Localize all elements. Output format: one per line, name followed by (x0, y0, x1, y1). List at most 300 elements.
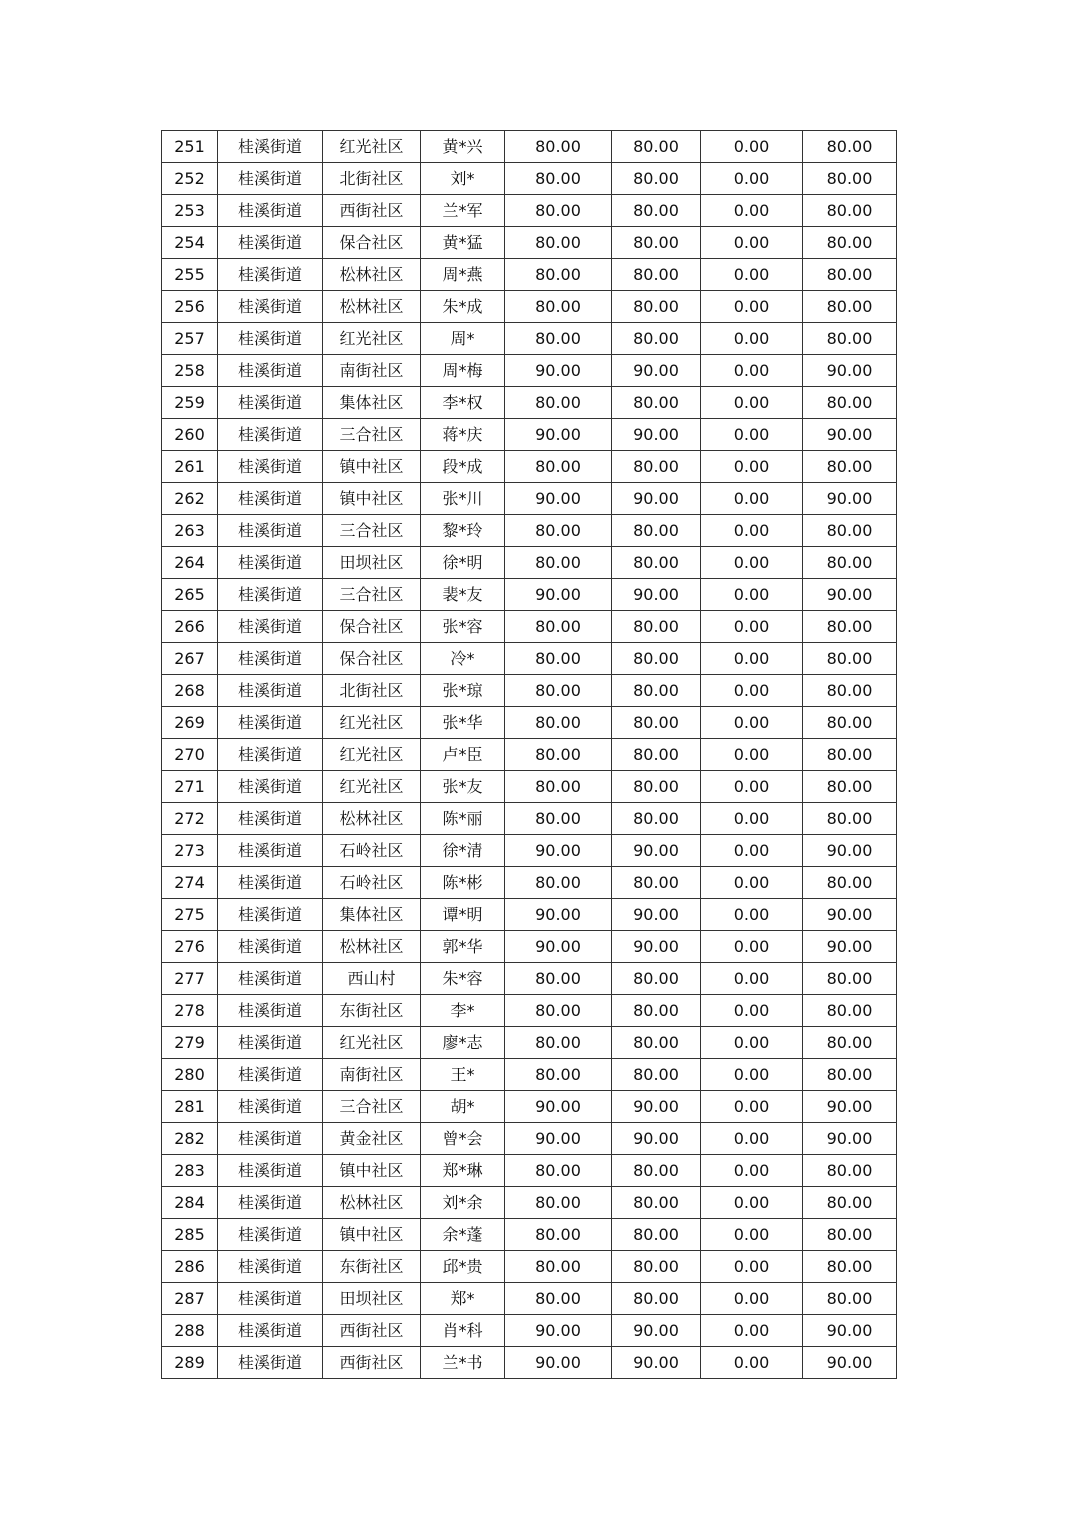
row-number-cell: 266 (162, 611, 218, 643)
community-cell: 保合社区 (323, 643, 421, 675)
amount-cell-3: 0.00 (701, 931, 803, 963)
table-row (162, 259, 897, 291)
amount-cell-2: 80.00 (612, 195, 701, 227)
community-cell: 红光社区 (323, 323, 421, 355)
street-cell: 桂溪街道 (218, 771, 323, 803)
name-cell: 张*容 (421, 611, 505, 643)
name-cell: 周* (421, 323, 505, 355)
community-cell: 黄金社区 (323, 1123, 421, 1155)
row-number-cell: 257 (162, 323, 218, 355)
street-cell: 桂溪街道 (218, 1027, 323, 1059)
amount-cell-1: 80.00 (505, 643, 612, 675)
amount-cell-2: 80.00 (612, 1187, 701, 1219)
name-cell: 胡* (421, 1091, 505, 1123)
table-row (162, 387, 897, 419)
table-row (162, 1315, 897, 1347)
community-cell: 红光社区 (323, 1027, 421, 1059)
amount-cell-1: 80.00 (505, 1251, 612, 1283)
street-cell: 桂溪街道 (218, 1251, 323, 1283)
amount-cell-4: 80.00 (803, 1251, 897, 1283)
street-cell: 桂溪街道 (218, 931, 323, 963)
community-cell: 西街社区 (323, 195, 421, 227)
community-cell: 松林社区 (323, 259, 421, 291)
amount-cell-3: 0.00 (701, 291, 803, 323)
amount-cell-4: 80.00 (803, 1027, 897, 1059)
row-number-cell: 255 (162, 259, 218, 291)
amount-cell-2: 80.00 (612, 771, 701, 803)
street-cell: 桂溪街道 (218, 643, 323, 675)
name-cell: 兰*军 (421, 195, 505, 227)
table-row (162, 835, 897, 867)
amount-cell-2: 90.00 (612, 1315, 701, 1347)
row-number-cell: 274 (162, 867, 218, 899)
table-row (162, 1091, 897, 1123)
amount-cell-2: 80.00 (612, 451, 701, 483)
table-row (162, 483, 897, 515)
table-row (162, 1123, 897, 1155)
amount-cell-2: 80.00 (612, 515, 701, 547)
amount-cell-3: 0.00 (701, 259, 803, 291)
name-cell: 王* (421, 1059, 505, 1091)
street-cell: 桂溪街道 (218, 1347, 323, 1379)
amount-cell-4: 90.00 (803, 355, 897, 387)
amount-cell-2: 80.00 (612, 163, 701, 195)
row-number-cell: 263 (162, 515, 218, 547)
name-cell: 张*琼 (421, 675, 505, 707)
amount-cell-2: 80.00 (612, 1219, 701, 1251)
name-cell: 谭*明 (421, 899, 505, 931)
amount-cell-2: 90.00 (612, 835, 701, 867)
table-row (162, 515, 897, 547)
amount-cell-4: 80.00 (803, 707, 897, 739)
community-cell: 北街社区 (323, 675, 421, 707)
amount-cell-4: 90.00 (803, 1123, 897, 1155)
amount-cell-2: 90.00 (612, 483, 701, 515)
row-number-cell: 260 (162, 419, 218, 451)
row-number-cell: 281 (162, 1091, 218, 1123)
amount-cell-4: 80.00 (803, 1187, 897, 1219)
name-cell: 徐*明 (421, 547, 505, 579)
table-row (162, 1155, 897, 1187)
amount-cell-2: 80.00 (612, 131, 701, 163)
table-row (162, 995, 897, 1027)
community-cell: 三合社区 (323, 1091, 421, 1123)
amount-cell-1: 80.00 (505, 675, 612, 707)
street-cell: 桂溪街道 (218, 707, 323, 739)
amount-cell-4: 90.00 (803, 899, 897, 931)
row-number-cell: 279 (162, 1027, 218, 1059)
amount-cell-4: 80.00 (803, 195, 897, 227)
street-cell: 桂溪街道 (218, 547, 323, 579)
name-cell: 黄*猛 (421, 227, 505, 259)
community-cell: 红光社区 (323, 739, 421, 771)
street-cell: 桂溪街道 (218, 355, 323, 387)
community-cell: 田坝社区 (323, 1283, 421, 1315)
table-row (162, 675, 897, 707)
amount-cell-2: 80.00 (612, 707, 701, 739)
street-cell: 桂溪街道 (218, 1059, 323, 1091)
amount-cell-1: 90.00 (505, 419, 612, 451)
table-row (162, 355, 897, 387)
community-cell: 集体社区 (323, 899, 421, 931)
amount-cell-4: 80.00 (803, 1155, 897, 1187)
amount-cell-4: 90.00 (803, 483, 897, 515)
amount-cell-2: 80.00 (612, 259, 701, 291)
amount-cell-1: 80.00 (505, 803, 612, 835)
street-cell: 桂溪街道 (218, 131, 323, 163)
row-number-cell: 261 (162, 451, 218, 483)
amount-cell-1: 80.00 (505, 195, 612, 227)
amount-cell-3: 0.00 (701, 515, 803, 547)
amount-cell-3: 0.00 (701, 483, 803, 515)
amount-cell-3: 0.00 (701, 771, 803, 803)
amount-cell-4: 80.00 (803, 131, 897, 163)
table-row (162, 707, 897, 739)
table-row (162, 803, 897, 835)
name-cell: 廖*志 (421, 1027, 505, 1059)
community-cell: 三合社区 (323, 579, 421, 611)
amount-cell-1: 90.00 (505, 579, 612, 611)
table-row (162, 579, 897, 611)
street-cell: 桂溪街道 (218, 483, 323, 515)
amount-cell-2: 90.00 (612, 899, 701, 931)
name-cell: 郑*琳 (421, 1155, 505, 1187)
name-cell: 周*梅 (421, 355, 505, 387)
amount-cell-4: 80.00 (803, 227, 897, 259)
name-cell: 郑* (421, 1283, 505, 1315)
amount-cell-1: 90.00 (505, 1315, 612, 1347)
community-cell: 三合社区 (323, 515, 421, 547)
name-cell: 冷* (421, 643, 505, 675)
amount-cell-1: 80.00 (505, 1283, 612, 1315)
amount-cell-2: 90.00 (612, 579, 701, 611)
amount-cell-4: 90.00 (803, 835, 897, 867)
street-cell: 桂溪街道 (218, 963, 323, 995)
row-number-cell: 253 (162, 195, 218, 227)
name-cell: 兰*书 (421, 1347, 505, 1379)
amount-cell-4: 80.00 (803, 323, 897, 355)
row-number-cell: 289 (162, 1347, 218, 1379)
street-cell: 桂溪街道 (218, 1315, 323, 1347)
street-cell: 桂溪街道 (218, 387, 323, 419)
amount-cell-2: 80.00 (612, 675, 701, 707)
amount-cell-1: 80.00 (505, 995, 612, 1027)
name-cell: 张*华 (421, 707, 505, 739)
community-cell: 保合社区 (323, 227, 421, 259)
amount-cell-2: 90.00 (612, 419, 701, 451)
amount-cell-3: 0.00 (701, 611, 803, 643)
amount-cell-2: 80.00 (612, 387, 701, 419)
street-cell: 桂溪街道 (218, 1283, 323, 1315)
street-cell: 桂溪街道 (218, 195, 323, 227)
amount-cell-1: 80.00 (505, 163, 612, 195)
amount-cell-3: 0.00 (701, 675, 803, 707)
amount-cell-3: 0.00 (701, 1027, 803, 1059)
amount-cell-2: 80.00 (612, 547, 701, 579)
table-row (162, 1219, 897, 1251)
amount-cell-1: 80.00 (505, 1219, 612, 1251)
name-cell: 徐*清 (421, 835, 505, 867)
amount-cell-2: 80.00 (612, 995, 701, 1027)
amount-cell-4: 80.00 (803, 291, 897, 323)
street-cell: 桂溪街道 (218, 227, 323, 259)
table-row (162, 1027, 897, 1059)
row-number-cell: 285 (162, 1219, 218, 1251)
table-row (162, 131, 897, 163)
row-number-cell: 262 (162, 483, 218, 515)
amount-cell-1: 80.00 (505, 707, 612, 739)
amount-cell-2: 90.00 (612, 1091, 701, 1123)
name-cell: 周*燕 (421, 259, 505, 291)
amount-cell-1: 90.00 (505, 1091, 612, 1123)
table-row (162, 323, 897, 355)
amount-cell-4: 80.00 (803, 963, 897, 995)
amount-cell-3: 0.00 (701, 867, 803, 899)
amount-cell-1: 90.00 (505, 1347, 612, 1379)
amount-cell-3: 0.00 (701, 1219, 803, 1251)
row-number-cell: 276 (162, 931, 218, 963)
amount-cell-3: 0.00 (701, 163, 803, 195)
amount-cell-1: 80.00 (505, 1187, 612, 1219)
table-row (162, 291, 897, 323)
table-row (162, 1347, 897, 1379)
amount-cell-2: 90.00 (612, 1347, 701, 1379)
row-number-cell: 256 (162, 291, 218, 323)
amount-cell-4: 80.00 (803, 259, 897, 291)
street-cell: 桂溪街道 (218, 451, 323, 483)
community-cell: 西街社区 (323, 1347, 421, 1379)
amount-cell-2: 80.00 (612, 867, 701, 899)
amount-cell-3: 0.00 (701, 1315, 803, 1347)
amount-cell-4: 90.00 (803, 419, 897, 451)
amount-cell-1: 80.00 (505, 259, 612, 291)
name-cell: 张*友 (421, 771, 505, 803)
amount-cell-3: 0.00 (701, 579, 803, 611)
street-cell: 桂溪街道 (218, 739, 323, 771)
community-cell: 红光社区 (323, 131, 421, 163)
amount-cell-1: 80.00 (505, 227, 612, 259)
amount-cell-4: 80.00 (803, 451, 897, 483)
amount-cell-4: 80.00 (803, 739, 897, 771)
amount-cell-4: 90.00 (803, 1347, 897, 1379)
amount-cell-3: 0.00 (701, 803, 803, 835)
amount-cell-1: 80.00 (505, 387, 612, 419)
community-cell: 田坝社区 (323, 547, 421, 579)
amount-cell-3: 0.00 (701, 707, 803, 739)
community-cell: 石岭社区 (323, 867, 421, 899)
amount-cell-4: 80.00 (803, 1219, 897, 1251)
amount-cell-4: 80.00 (803, 387, 897, 419)
amount-cell-4: 80.00 (803, 515, 897, 547)
amount-cell-3: 0.00 (701, 419, 803, 451)
community-cell: 三合社区 (323, 419, 421, 451)
name-cell: 段*成 (421, 451, 505, 483)
amount-cell-4: 80.00 (803, 611, 897, 643)
amount-cell-2: 80.00 (612, 1283, 701, 1315)
amount-cell-2: 90.00 (612, 931, 701, 963)
row-number-cell: 280 (162, 1059, 218, 1091)
table-row (162, 963, 897, 995)
table-body (162, 131, 897, 1379)
table-row (162, 1059, 897, 1091)
name-cell: 蒋*庆 (421, 419, 505, 451)
data-table (161, 130, 897, 1379)
amount-cell-2: 80.00 (612, 1027, 701, 1059)
row-number-cell: 267 (162, 643, 218, 675)
row-number-cell: 288 (162, 1315, 218, 1347)
amount-cell-2: 80.00 (612, 963, 701, 995)
community-cell: 红光社区 (323, 707, 421, 739)
amount-cell-3: 0.00 (701, 739, 803, 771)
community-cell: 石岭社区 (323, 835, 421, 867)
amount-cell-3: 0.00 (701, 899, 803, 931)
name-cell: 黄*兴 (421, 131, 505, 163)
row-number-cell: 252 (162, 163, 218, 195)
amount-cell-1: 80.00 (505, 739, 612, 771)
amount-cell-3: 0.00 (701, 1187, 803, 1219)
amount-cell-4: 80.00 (803, 643, 897, 675)
table-row (162, 643, 897, 675)
table-row (162, 227, 897, 259)
amount-cell-1: 90.00 (505, 1123, 612, 1155)
amount-cell-2: 80.00 (612, 1059, 701, 1091)
table-row (162, 739, 897, 771)
amount-cell-4: 90.00 (803, 579, 897, 611)
amount-cell-3: 0.00 (701, 131, 803, 163)
amount-cell-1: 80.00 (505, 323, 612, 355)
street-cell: 桂溪街道 (218, 1187, 323, 1219)
community-cell: 松林社区 (323, 931, 421, 963)
community-cell: 南街社区 (323, 355, 421, 387)
amount-cell-4: 80.00 (803, 163, 897, 195)
row-number-cell: 258 (162, 355, 218, 387)
name-cell: 刘*余 (421, 1187, 505, 1219)
community-cell: 松林社区 (323, 1187, 421, 1219)
community-cell: 保合社区 (323, 611, 421, 643)
amount-cell-2: 80.00 (612, 1251, 701, 1283)
amount-cell-3: 0.00 (701, 1155, 803, 1187)
amount-cell-3: 0.00 (701, 355, 803, 387)
name-cell: 陈*彬 (421, 867, 505, 899)
amount-cell-1: 80.00 (505, 611, 612, 643)
table-row (162, 419, 897, 451)
row-number-cell: 254 (162, 227, 218, 259)
amount-cell-2: 80.00 (612, 739, 701, 771)
amount-cell-2: 90.00 (612, 355, 701, 387)
amount-cell-1: 90.00 (505, 931, 612, 963)
amount-cell-4: 80.00 (803, 1059, 897, 1091)
name-cell: 黎*玲 (421, 515, 505, 547)
row-number-cell: 277 (162, 963, 218, 995)
amount-cell-3: 0.00 (701, 963, 803, 995)
name-cell: 朱*容 (421, 963, 505, 995)
amount-cell-4: 90.00 (803, 931, 897, 963)
community-cell: 集体社区 (323, 387, 421, 419)
row-number-cell: 270 (162, 739, 218, 771)
community-cell: 松林社区 (323, 291, 421, 323)
street-cell: 桂溪街道 (218, 867, 323, 899)
amount-cell-3: 0.00 (701, 995, 803, 1027)
amount-cell-2: 80.00 (612, 803, 701, 835)
community-cell: 东街社区 (323, 1251, 421, 1283)
street-cell: 桂溪街道 (218, 515, 323, 547)
amount-cell-1: 80.00 (505, 1059, 612, 1091)
amount-cell-3: 0.00 (701, 547, 803, 579)
amount-cell-1: 80.00 (505, 1027, 612, 1059)
community-cell: 南街社区 (323, 1059, 421, 1091)
community-cell: 北街社区 (323, 163, 421, 195)
table-row (162, 451, 897, 483)
amount-cell-4: 80.00 (803, 867, 897, 899)
amount-cell-1: 80.00 (505, 131, 612, 163)
amount-cell-4: 80.00 (803, 803, 897, 835)
community-cell: 镇中社区 (323, 483, 421, 515)
row-number-cell: 272 (162, 803, 218, 835)
street-cell: 桂溪街道 (218, 291, 323, 323)
row-number-cell: 259 (162, 387, 218, 419)
row-number-cell: 284 (162, 1187, 218, 1219)
community-cell: 松林社区 (323, 803, 421, 835)
amount-cell-3: 0.00 (701, 1251, 803, 1283)
amount-cell-1: 80.00 (505, 963, 612, 995)
amount-cell-4: 80.00 (803, 995, 897, 1027)
amount-cell-3: 0.00 (701, 1123, 803, 1155)
amount-cell-2: 80.00 (612, 291, 701, 323)
row-number-cell: 251 (162, 131, 218, 163)
street-cell: 桂溪街道 (218, 803, 323, 835)
name-cell: 邱*贵 (421, 1251, 505, 1283)
community-cell: 西街社区 (323, 1315, 421, 1347)
amount-cell-1: 80.00 (505, 1155, 612, 1187)
amount-cell-1: 80.00 (505, 291, 612, 323)
amount-cell-3: 0.00 (701, 227, 803, 259)
row-number-cell: 271 (162, 771, 218, 803)
amount-cell-3: 0.00 (701, 643, 803, 675)
amount-cell-3: 0.00 (701, 387, 803, 419)
row-number-cell: 283 (162, 1155, 218, 1187)
name-cell: 肖*科 (421, 1315, 505, 1347)
amount-cell-4: 90.00 (803, 1315, 897, 1347)
name-cell: 卢*臣 (421, 739, 505, 771)
amount-cell-4: 80.00 (803, 547, 897, 579)
name-cell: 李*权 (421, 387, 505, 419)
amount-cell-4: 80.00 (803, 1283, 897, 1315)
row-number-cell: 264 (162, 547, 218, 579)
table-row (162, 611, 897, 643)
street-cell: 桂溪街道 (218, 899, 323, 931)
name-cell: 余*蓬 (421, 1219, 505, 1251)
table-row (162, 547, 897, 579)
amount-cell-1: 80.00 (505, 451, 612, 483)
name-cell: 裴*友 (421, 579, 505, 611)
amount-cell-2: 80.00 (612, 643, 701, 675)
amount-cell-1: 80.00 (505, 515, 612, 547)
amount-cell-1: 80.00 (505, 867, 612, 899)
street-cell: 桂溪街道 (218, 1219, 323, 1251)
amount-cell-3: 0.00 (701, 1091, 803, 1123)
row-number-cell: 268 (162, 675, 218, 707)
street-cell: 桂溪街道 (218, 1155, 323, 1187)
community-cell: 东街社区 (323, 995, 421, 1027)
table-row (162, 1251, 897, 1283)
row-number-cell: 273 (162, 835, 218, 867)
name-cell: 张*川 (421, 483, 505, 515)
amount-cell-2: 80.00 (612, 227, 701, 259)
row-number-cell: 275 (162, 899, 218, 931)
table-row (162, 1283, 897, 1315)
table-row (162, 1187, 897, 1219)
street-cell: 桂溪街道 (218, 675, 323, 707)
